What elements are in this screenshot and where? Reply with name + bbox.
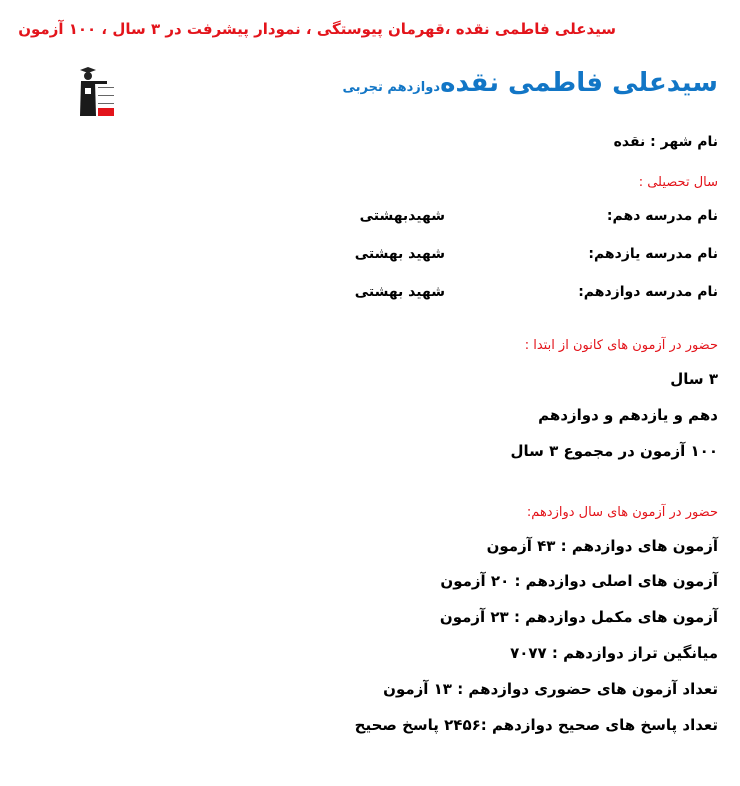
grade12-average-score: میانگین تراز دوازدهم : ۷۰۷۷	[510, 644, 718, 662]
school-11-label: نام مدرسه یازدهم:	[588, 246, 718, 262]
academic-year-heading: سال تحصیلی :	[638, 175, 718, 190]
grade12-main-exams: آزمون های اصلی دوازدهم : ۲۰ آزمون	[440, 572, 718, 590]
attendance-grades: دهم و یازدهم و دوازدهم	[538, 406, 718, 424]
kanoon-logo	[76, 66, 120, 118]
student-grade: دوازدهم تجربی	[342, 80, 440, 95]
graduate-figure-icon	[76, 66, 120, 118]
school-10-value: شهیدبهشتی	[359, 208, 445, 224]
attendance-since-start-heading: حضور در آزمون های کانون از ابتدا :	[524, 338, 718, 353]
school-12-value: شهید بهشتی	[354, 284, 445, 300]
student-name: سیدعلی فاطمی نقده	[440, 68, 718, 98]
grade12-exams: آزمون های دوازدهم : ۴۳ آزمون	[486, 537, 718, 555]
attendance-grade12-heading: حضور در آزمون های سال دوازدهم:	[526, 505, 718, 520]
attendance-total-exams: ۱۰۰ آزمون در مجموع ۳ سال	[510, 442, 718, 460]
city-line: نام شهر : نقده	[613, 134, 718, 150]
school-12-label: نام مدرسه دوازدهم:	[578, 284, 718, 300]
grade12-supplementary-exams: آزمون های مکمل دوازدهم : ۲۳ آزمون	[439, 608, 718, 626]
grade12-in-person-exams: تعداد آزمون های حضوری دوازدهم : ۱۳ آزمون	[383, 680, 718, 698]
attendance-years: ۳ سال	[670, 370, 718, 388]
school-11-value: شهید بهشتی	[354, 246, 445, 262]
page-heading: سیدعلی فاطمی نقده ،قهرمان پیوستگی ، نمودار پیشرفت در ۳ سال ، ۱۰۰ آزمون	[18, 20, 616, 38]
school-10-label: نام مدرسه دهم:	[606, 208, 718, 224]
grade12-correct-answers: تعداد پاسخ های صحیح دوازدهم :۲۴۵۶ پاسخ صحیح	[354, 716, 718, 734]
